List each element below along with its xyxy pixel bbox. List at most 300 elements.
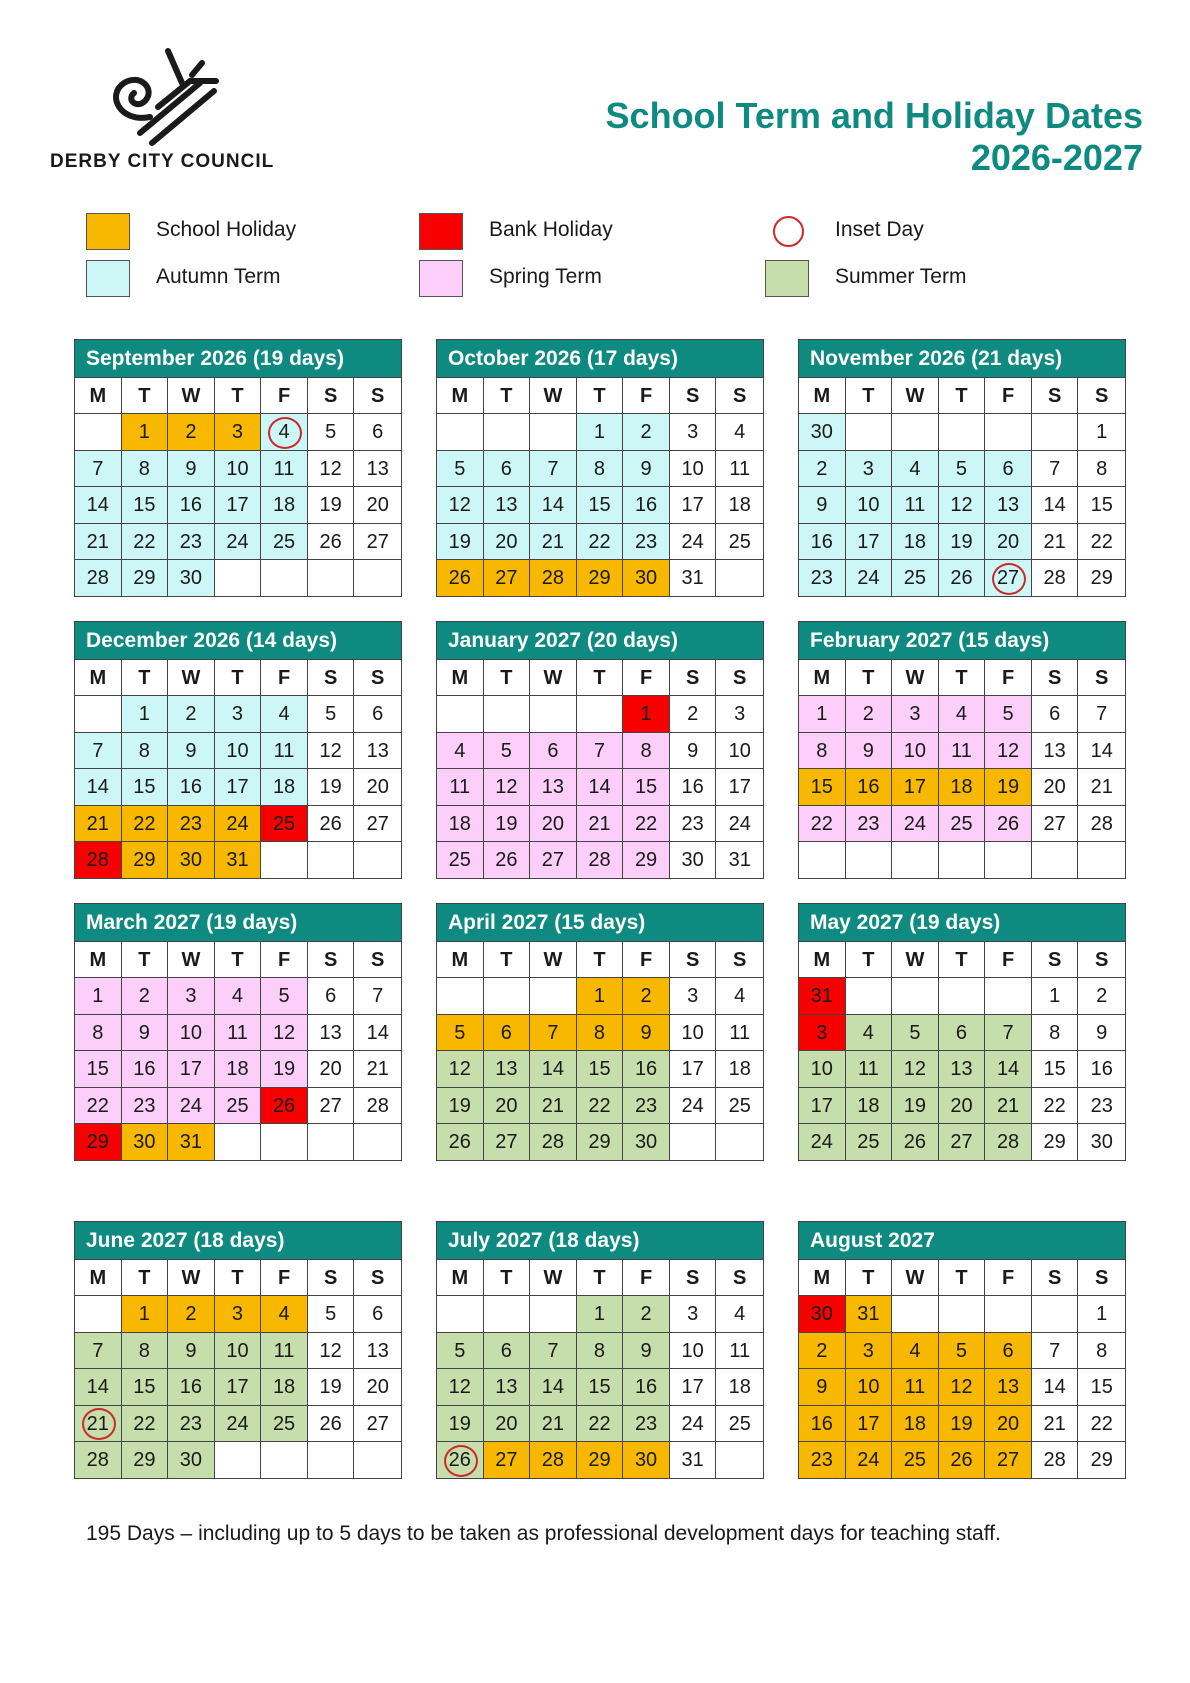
day-cell: 23 (1078, 1088, 1125, 1124)
day-cell: 21 (75, 1406, 122, 1442)
weekday-header: T (122, 1260, 169, 1296)
day-cell: 27 (354, 1406, 401, 1442)
day-cell: 28 (75, 842, 122, 878)
weekday-header: S (308, 378, 355, 414)
month-grid (75, 378, 401, 596)
weekday-header: W (168, 1260, 215, 1296)
day-cell: 19 (939, 1406, 986, 1442)
day-cell: 26 (484, 842, 531, 878)
month-title: February 2027 (15 days) (799, 622, 1125, 660)
day-cell: 13 (354, 1333, 401, 1369)
day-cell: 23 (168, 524, 215, 560)
day-cell: 20 (939, 1088, 986, 1124)
day-cell: 2 (1078, 978, 1125, 1014)
day-cell: 4 (261, 414, 308, 450)
day-cell: 27 (354, 806, 401, 842)
day-cell: 10 (215, 451, 262, 487)
month-title: June 2027 (18 days) (75, 1222, 401, 1260)
day-cell: 10 (670, 1333, 717, 1369)
day-cell: 16 (168, 769, 215, 805)
day-cell: 24 (846, 1442, 893, 1478)
empty-day-cell (939, 1296, 986, 1332)
empty-day-cell (892, 978, 939, 1014)
day-cell: 19 (308, 769, 355, 805)
day-cell: 4 (892, 451, 939, 487)
day-cell: 22 (799, 806, 846, 842)
day-cell: 3 (846, 451, 893, 487)
day-cell: 9 (670, 733, 717, 769)
month-grid (75, 660, 401, 878)
day-cell: 19 (939, 524, 986, 560)
day-cell: 2 (122, 978, 169, 1014)
day-cell: 8 (1078, 1333, 1125, 1369)
day-cell: 12 (437, 1369, 484, 1405)
day-cell: 25 (716, 524, 763, 560)
day-cell: 30 (168, 842, 215, 878)
weekday-header: W (168, 660, 215, 696)
day-cell: 21 (530, 1406, 577, 1442)
empty-day-cell (716, 560, 763, 596)
inset-day-marker-icon (992, 563, 1026, 595)
weekday-header: S (670, 942, 717, 978)
day-cell: 22 (1032, 1088, 1079, 1124)
empty-day-cell (308, 1124, 355, 1160)
day-cell: 31 (670, 560, 717, 596)
day-cell: 13 (354, 733, 401, 769)
day-cell: 26 (261, 1088, 308, 1124)
weekday-header: T (846, 378, 893, 414)
empty-day-cell (577, 696, 624, 732)
day-cell: 16 (623, 1369, 670, 1405)
day-cell: 9 (1078, 1015, 1125, 1051)
empty-day-cell (985, 1296, 1032, 1332)
empty-day-cell (985, 978, 1032, 1014)
day-cell: 16 (122, 1051, 169, 1087)
day-cell: 18 (716, 1051, 763, 1087)
day-cell: 7 (354, 978, 401, 1014)
day-cell: 23 (799, 1442, 846, 1478)
weekday-header: T (122, 660, 169, 696)
weekday-header: S (670, 1260, 717, 1296)
day-cell: 29 (623, 842, 670, 878)
weekday-header: W (530, 1260, 577, 1296)
empty-day-cell (939, 414, 986, 450)
day-cell: 5 (939, 451, 986, 487)
day-cell: 4 (892, 1333, 939, 1369)
day-cell: 3 (215, 414, 262, 450)
weekday-header: S (716, 942, 763, 978)
day-cell: 22 (577, 1088, 624, 1124)
day-cell: 12 (437, 487, 484, 523)
weekday-header: F (985, 378, 1032, 414)
legend-label: Bank Holiday (489, 218, 613, 241)
day-cell: 22 (122, 1406, 169, 1442)
weekday-header: M (75, 378, 122, 414)
day-cell: 7 (75, 1333, 122, 1369)
legend-label: Summer Term (835, 265, 967, 288)
day-cell: 8 (577, 1333, 624, 1369)
day-cell: 10 (670, 451, 717, 487)
day-cell: 15 (577, 487, 624, 523)
day-cell: 5 (484, 733, 531, 769)
day-cell: 21 (1032, 524, 1079, 560)
day-cell: 26 (437, 1442, 484, 1478)
day-cell: 26 (308, 806, 355, 842)
weekday-header: S (716, 660, 763, 696)
day-cell: 25 (437, 842, 484, 878)
day-cell: 19 (985, 769, 1032, 805)
weekday-header: S (354, 378, 401, 414)
page-title (606, 95, 1143, 179)
day-cell: 8 (122, 1333, 169, 1369)
day-cell: 8 (122, 733, 169, 769)
day-cell: 10 (670, 1015, 717, 1051)
day-cell: 14 (75, 487, 122, 523)
month-title: August 2027 (799, 1222, 1125, 1260)
day-cell: 23 (168, 1406, 215, 1442)
month-grid (437, 942, 763, 1160)
empty-day-cell (354, 1442, 401, 1478)
day-cell: 25 (261, 1406, 308, 1442)
day-cell: 14 (577, 769, 624, 805)
day-cell: 18 (939, 769, 986, 805)
weekday-header: F (261, 942, 308, 978)
day-cell: 21 (1032, 1406, 1079, 1442)
weekday-header: S (1078, 942, 1125, 978)
day-cell: 31 (846, 1296, 893, 1332)
day-cell: 6 (354, 414, 401, 450)
day-cell: 5 (308, 696, 355, 732)
bank-holiday-swatch (419, 213, 463, 250)
legend-label: Inset Day (835, 218, 924, 241)
empty-day-cell (892, 1296, 939, 1332)
day-cell: 3 (799, 1015, 846, 1051)
day-cell: 25 (892, 560, 939, 596)
weekday-header: W (530, 942, 577, 978)
day-cell: 2 (168, 696, 215, 732)
day-cell: 30 (623, 1124, 670, 1160)
empty-day-cell (892, 842, 939, 878)
day-cell: 23 (799, 560, 846, 596)
day-cell: 24 (670, 1406, 717, 1442)
day-cell: 1 (799, 696, 846, 732)
day-cell: 14 (530, 487, 577, 523)
day-cell: 9 (623, 1333, 670, 1369)
day-cell: 1 (577, 414, 624, 450)
day-cell: 12 (308, 1333, 355, 1369)
day-cell: 13 (939, 1051, 986, 1087)
day-cell: 25 (939, 806, 986, 842)
empty-day-cell (261, 842, 308, 878)
day-cell: 17 (846, 524, 893, 560)
day-cell: 3 (215, 696, 262, 732)
day-cell: 20 (354, 487, 401, 523)
day-cell: 6 (985, 1333, 1032, 1369)
day-cell: 2 (623, 978, 670, 1014)
empty-day-cell (354, 842, 401, 878)
day-cell: 12 (939, 487, 986, 523)
day-cell: 8 (623, 733, 670, 769)
empty-day-cell (530, 696, 577, 732)
empty-day-cell (846, 978, 893, 1014)
empty-day-cell (215, 560, 262, 596)
day-cell: 16 (799, 1406, 846, 1442)
month-calendar (436, 339, 764, 597)
weekday-header: T (215, 660, 262, 696)
day-cell: 9 (846, 733, 893, 769)
month-calendar (798, 1221, 1126, 1479)
day-cell: 12 (261, 1015, 308, 1051)
weekday-header: M (437, 942, 484, 978)
day-cell: 3 (215, 1296, 262, 1332)
weekday-header: M (75, 1260, 122, 1296)
day-cell: 29 (122, 1442, 169, 1478)
weekday-header: S (1032, 942, 1079, 978)
day-cell: 26 (308, 1406, 355, 1442)
month-grid (437, 660, 763, 878)
day-cell: 3 (716, 696, 763, 732)
day-cell: 11 (846, 1051, 893, 1087)
day-cell: 12 (939, 1369, 986, 1405)
day-cell: 26 (939, 560, 986, 596)
day-cell: 17 (168, 1051, 215, 1087)
empty-day-cell (215, 1442, 262, 1478)
weekday-header: T (577, 378, 624, 414)
weekday-header: S (308, 942, 355, 978)
month-calendar (798, 621, 1126, 879)
school-holiday-swatch (86, 213, 130, 250)
day-cell: 1 (122, 414, 169, 450)
day-cell: 21 (75, 524, 122, 560)
day-cell: 3 (670, 1296, 717, 1332)
day-cell: 21 (530, 524, 577, 560)
day-cell: 28 (75, 560, 122, 596)
day-cell: 5 (437, 451, 484, 487)
month-grid (75, 942, 401, 1160)
day-cell: 18 (716, 487, 763, 523)
legend-label: Spring Term (489, 265, 602, 288)
day-cell: 17 (716, 769, 763, 805)
day-cell: 6 (484, 1015, 531, 1051)
day-cell: 16 (670, 769, 717, 805)
weekday-header: T (484, 378, 531, 414)
day-cell: 27 (985, 1442, 1032, 1478)
weekday-header: W (530, 660, 577, 696)
day-cell: 11 (261, 733, 308, 769)
day-cell: 28 (75, 1442, 122, 1478)
empty-day-cell (799, 842, 846, 878)
weekday-header: W (168, 378, 215, 414)
weekday-header: S (308, 1260, 355, 1296)
day-cell: 10 (215, 1333, 262, 1369)
day-cell: 4 (716, 414, 763, 450)
day-cell: 13 (484, 487, 531, 523)
day-cell: 12 (985, 733, 1032, 769)
day-cell: 1 (1078, 1296, 1125, 1332)
weekday-header: M (799, 660, 846, 696)
day-cell: 10 (215, 733, 262, 769)
day-cell: 25 (716, 1088, 763, 1124)
empty-day-cell (846, 414, 893, 450)
weekday-header: M (437, 378, 484, 414)
day-cell: 28 (1078, 806, 1125, 842)
day-cell: 11 (892, 1369, 939, 1405)
weekday-header: S (716, 1260, 763, 1296)
day-cell: 6 (308, 978, 355, 1014)
month-grid (437, 378, 763, 596)
day-cell: 15 (75, 1051, 122, 1087)
day-cell: 24 (215, 806, 262, 842)
empty-day-cell (1032, 414, 1079, 450)
weekday-header: T (215, 942, 262, 978)
day-cell: 8 (1078, 451, 1125, 487)
month-title: October 2026 (17 days) (437, 340, 763, 378)
empty-day-cell (530, 978, 577, 1014)
day-cell: 7 (530, 1333, 577, 1369)
day-cell: 11 (716, 451, 763, 487)
day-cell: 18 (846, 1088, 893, 1124)
day-cell: 2 (799, 1333, 846, 1369)
day-cell: 28 (530, 1124, 577, 1160)
day-cell: 22 (75, 1088, 122, 1124)
inset-day-circle-icon (773, 216, 804, 247)
day-cell: 23 (846, 806, 893, 842)
day-cell: 25 (846, 1124, 893, 1160)
day-cell: 4 (261, 696, 308, 732)
empty-day-cell (75, 696, 122, 732)
day-cell: 27 (484, 1124, 531, 1160)
title-line-1: School Term and Holiday Dates (605, 95, 1143, 136)
day-cell: 21 (354, 1051, 401, 1087)
weekday-header: F (623, 378, 670, 414)
weekday-header: F (623, 1260, 670, 1296)
month-calendar (74, 1221, 402, 1479)
day-cell: 2 (799, 451, 846, 487)
day-cell: 9 (122, 1015, 169, 1051)
day-cell: 12 (892, 1051, 939, 1087)
day-cell: 25 (215, 1088, 262, 1124)
empty-day-cell (670, 1124, 717, 1160)
month-grid (799, 942, 1125, 1160)
day-cell: 22 (122, 524, 169, 560)
day-cell: 6 (939, 1015, 986, 1051)
day-cell: 6 (484, 1333, 531, 1369)
weekday-header: T (846, 1260, 893, 1296)
day-cell: 10 (168, 1015, 215, 1051)
day-cell: 6 (985, 451, 1032, 487)
weekday-header: T (846, 942, 893, 978)
day-cell: 28 (1032, 1442, 1079, 1478)
empty-day-cell (985, 414, 1032, 450)
day-cell: 23 (168, 806, 215, 842)
day-cell: 9 (623, 1015, 670, 1051)
day-cell: 19 (308, 1369, 355, 1405)
day-cell: 31 (728, 848, 751, 871)
day-cell: 24 (892, 806, 939, 842)
day-cell: 28 (530, 1442, 577, 1478)
day-cell: 7 (577, 733, 624, 769)
inset-day-marker-icon (444, 1445, 478, 1477)
empty-day-cell (437, 978, 484, 1014)
day-cell: 14 (1032, 487, 1079, 523)
day-cell: 11 (892, 487, 939, 523)
day-cell: 27 (530, 842, 577, 878)
day-cell: 27 (354, 524, 401, 560)
day-cell: 18 (437, 806, 484, 842)
day-cell: 12 (308, 733, 355, 769)
month-grid (799, 660, 1125, 878)
month-title: May 2027 (19 days) (799, 904, 1125, 942)
day-cell: 9 (168, 451, 215, 487)
day-cell: 24 (670, 524, 717, 560)
weekday-header: T (939, 660, 986, 696)
day-cell: 21 (75, 806, 122, 842)
weekday-header: F (623, 660, 670, 696)
council-logo (50, 45, 275, 175)
day-cell: 10 (799, 1051, 846, 1087)
day-cell: 31 (670, 1442, 717, 1478)
weekday-header: T (577, 942, 624, 978)
day-cell: 19 (308, 487, 355, 523)
day-cell: 8 (577, 1015, 624, 1051)
weekday-header: S (1078, 660, 1125, 696)
empty-day-cell (985, 842, 1032, 878)
empty-day-cell (846, 842, 893, 878)
legend-label: Autumn Term (156, 265, 281, 288)
day-cell: 17 (670, 1369, 717, 1405)
day-cell: 10 (716, 733, 763, 769)
day-cell: 4 (215, 978, 262, 1014)
day-cell: 23 (122, 1088, 169, 1124)
day-cell: 29 (577, 1442, 624, 1478)
day-cell: 16 (799, 524, 846, 560)
day-cell: 14 (75, 769, 122, 805)
day-cell: 31 (799, 978, 846, 1014)
day-cell: 14 (985, 1051, 1032, 1087)
day-cell: 18 (261, 1369, 308, 1405)
day-cell: 28 (985, 1124, 1032, 1160)
day-cell: 31 (215, 842, 262, 878)
day-cell: 29 (577, 1124, 624, 1160)
empty-day-cell (716, 1124, 763, 1160)
weekday-header: F (985, 1260, 1032, 1296)
day-cell: 5 (939, 1333, 986, 1369)
day-cell: 26 (437, 560, 484, 596)
day-cell: 19 (437, 1406, 484, 1442)
day-cell: 30 (670, 842, 717, 878)
day-cell: 15 (122, 1369, 169, 1405)
empty-day-cell (354, 1124, 401, 1160)
day-cell: 30 (1090, 1130, 1113, 1153)
day-cell: 9 (623, 451, 670, 487)
day-cell: 1 (122, 696, 169, 732)
day-cell: 5 (985, 696, 1032, 732)
month-grid (799, 378, 1125, 596)
day-cell: 19 (437, 524, 484, 560)
day-cell: 3 (168, 978, 215, 1014)
day-cell: 17 (670, 487, 717, 523)
weekday-header: W (892, 942, 939, 978)
day-cell: 4 (716, 1296, 763, 1332)
day-cell: 1 (1078, 414, 1125, 450)
month-title: September 2026 (19 days) (75, 340, 401, 378)
day-cell: 30 (168, 560, 215, 596)
day-cell: 21 (1078, 769, 1125, 805)
weekday-header: M (799, 378, 846, 414)
day-cell: 26 (985, 806, 1032, 842)
day-cell: 7 (530, 1015, 577, 1051)
day-cell: 24 (215, 1406, 262, 1442)
